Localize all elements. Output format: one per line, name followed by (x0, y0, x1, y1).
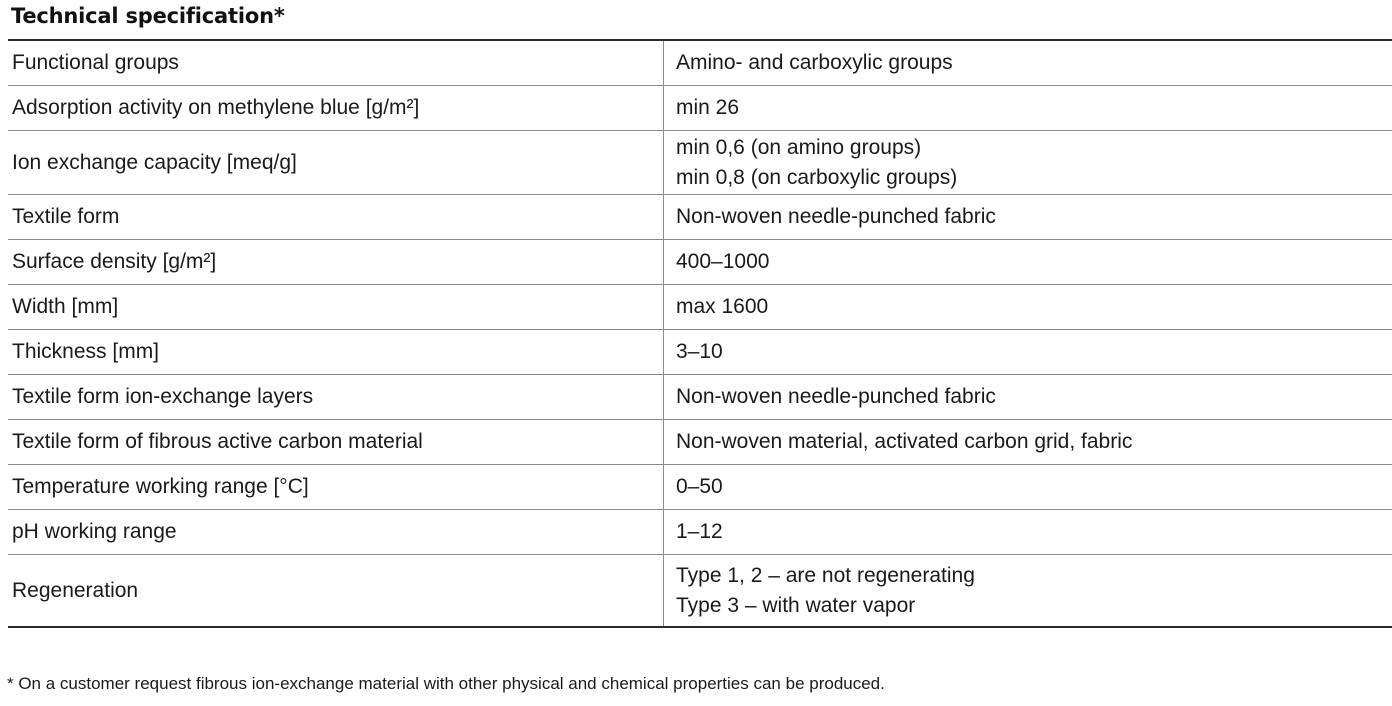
value-line: min 0,6 (on amino groups) (676, 135, 922, 159)
value-cell (664, 555, 1392, 626)
value-cell (664, 41, 1392, 85)
value-cell (664, 195, 1392, 239)
param-cell: Adsorption activity on methylene blue [g/m²] (8, 86, 664, 130)
table-row (8, 41, 1392, 86)
value-line: max 1600 (676, 295, 769, 318)
value-cell (664, 420, 1392, 464)
table-row (8, 195, 1392, 240)
param-cell: pH working range (8, 510, 664, 554)
param-cell: Functional groups (8, 41, 664, 85)
param-cell: Textile form ion-exchange layers (8, 375, 664, 419)
table-row (8, 465, 1392, 510)
table-row (8, 86, 1392, 131)
value-line: Non-woven needle-punched fabric (676, 205, 996, 228)
spec-table (8, 39, 1392, 628)
value-cell (664, 86, 1392, 130)
table-row (8, 555, 1392, 626)
param-cell: Temperature working range [°C] (8, 465, 664, 509)
param-cell: Width [mm] (8, 285, 664, 329)
table-row (8, 285, 1392, 330)
param-cell: Textile form of fibrous active carbon material (8, 420, 664, 464)
value-line: min 0,8 (on carboxylic groups) (676, 165, 958, 189)
footnote: * On a customer request fibrous ion-exchange material with other physical and chemical properties can be produced. (7, 674, 885, 693)
param-cell: Thickness [mm] (8, 330, 664, 374)
value-line: 400–1000 (676, 250, 770, 273)
value-line: Type 1, 2 – are not regenerating (676, 563, 975, 587)
value-cell (664, 375, 1392, 419)
value-line: Amino- and carboxylic groups (676, 51, 953, 74)
value-line: 0–50 (676, 475, 723, 498)
param-cell: Regeneration (8, 555, 664, 626)
value-cell (664, 240, 1392, 284)
value-cell (664, 330, 1392, 374)
value-line: 3–10 (676, 340, 723, 363)
page-title: Technical specification* (11, 4, 285, 28)
table-row (8, 420, 1392, 465)
param-cell: Surface density [g/m²] (8, 240, 664, 284)
value-cell (664, 131, 1392, 194)
value-line: 1–12 (676, 520, 723, 543)
value-line: Non-woven material, activated carbon grid, fabric (676, 430, 1133, 453)
value-line: Non-woven needle-punched fabric (676, 385, 996, 408)
param-cell: Textile form (8, 195, 664, 239)
value-line: Type 3 – with water vapor (676, 593, 916, 617)
table-row (8, 510, 1392, 555)
table-row (8, 375, 1392, 420)
value-line: min 26 (676, 96, 740, 119)
value-cell (664, 510, 1392, 554)
table-row (8, 131, 1392, 195)
table-row (8, 330, 1392, 375)
value-cell (664, 465, 1392, 509)
table-row (8, 240, 1392, 285)
value-cell (664, 285, 1392, 329)
param-cell: Ion exchange capacity [meq/g] (8, 131, 664, 194)
